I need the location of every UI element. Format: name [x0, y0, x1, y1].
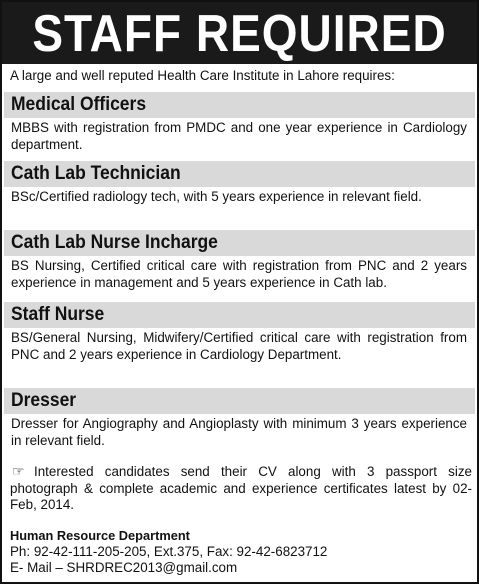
headline-banner	[2, 2, 477, 64]
contact-department: Human Resource Department	[10, 528, 190, 543]
contact-block	[10, 528, 472, 577]
position-dresser	[4, 388, 475, 449]
position-description: BS Nursing, Certified critical care with registration from PNC and 2 years experience in management and 5 years experience in Cath lab.	[11, 258, 467, 290]
position-medical-officers	[4, 92, 475, 153]
position-title: Staff Nurse	[4, 302, 475, 328]
position-title: Medical Officers	[4, 92, 475, 118]
application-notice	[10, 463, 472, 514]
contact-phone: Ph: 92-42-111-205-205, Ext.375, Fax: 92-42-6823712	[10, 544, 328, 560]
position-title: Dresser	[4, 388, 475, 414]
position-description: MBBS with registration from PMDC and one year experience in Cardiology department.	[11, 120, 467, 152]
contact-email: E- Mail – SHRDREC2013@gmail.com	[10, 560, 238, 576]
pointing-hand-icon: ☞	[12, 463, 25, 479]
position-description: BSc/Certified radiology tech, with 5 years experience in relevant field.	[11, 189, 422, 204]
headline-title: STAFF REQUIRED	[32, 3, 447, 63]
position-title: Cath Lab Nurse Incharge	[4, 230, 475, 256]
position-cath-lab-nurse-incharge	[4, 230, 475, 291]
position-description: BS/General Nursing, Midwifery/Certified critical care with registration from PNC and 2 years experience in Cardiology Department.	[11, 330, 467, 362]
notice-text: Interested candidates send their CV along with 3 passport size photograph & complete academic and experience certificates latest by 02- Feb, 2014.	[10, 464, 472, 512]
position-description: Dresser for Angiography and Angioplasty with minimum 3 years experience in relevant field.	[11, 416, 467, 448]
intro-text: A large and well reputed Health Care Institute in Lahore requires:	[10, 68, 395, 83]
position-staff-nurse	[4, 302, 475, 363]
position-cath-lab-technician	[4, 161, 475, 206]
position-title: Cath Lab Technician	[4, 161, 475, 187]
